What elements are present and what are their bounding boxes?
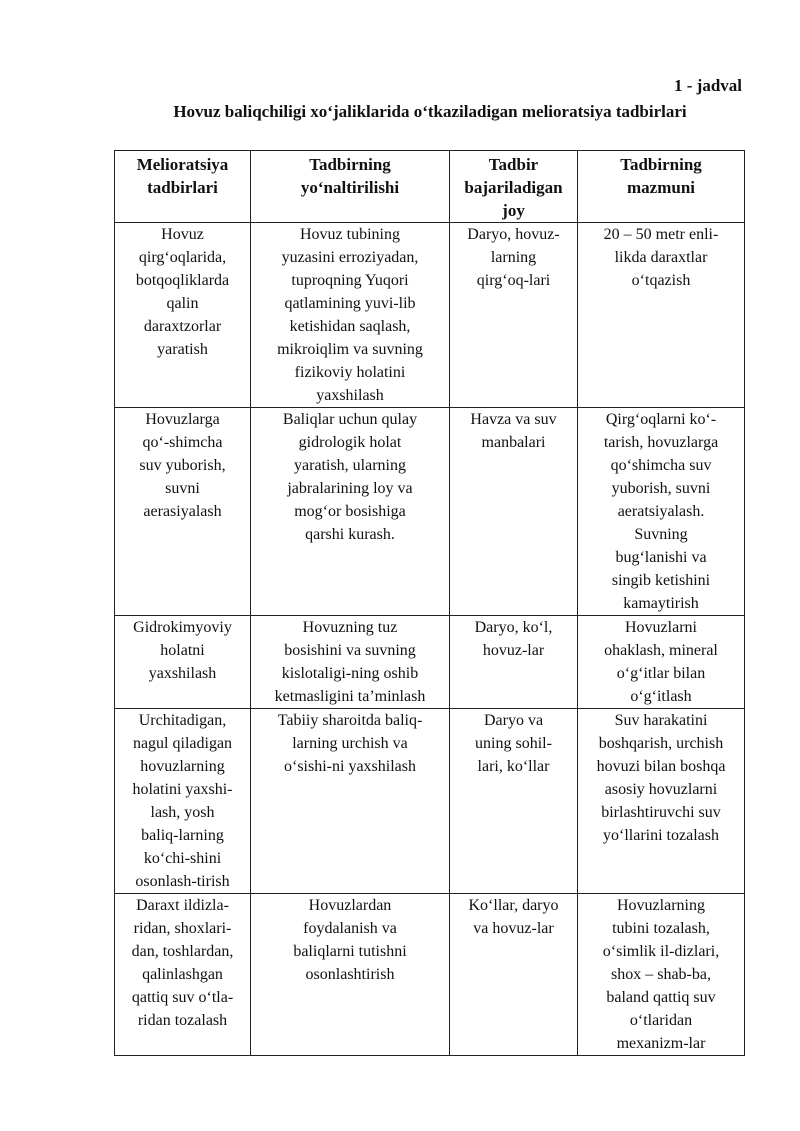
table-cell: Hovuzning tuz bosishini va suvning kislotaligi-ning oshib ketmasligini ta’minlash (251, 616, 450, 709)
table-cell: Gidrokimyoviy holatni yaxshilash (115, 616, 251, 709)
table-cell: Urchitadigan, nagul qiladigan hovuzlarning holatini yaxshi- lash, yosh baliq-larning ko‘chi-shini osonlash-tirish (115, 709, 251, 894)
table-row (115, 223, 745, 408)
table-cell: Daryo va uning sohil- lari, ko‘llar (450, 709, 578, 894)
table-label: 1 - jadval (674, 76, 742, 95)
table-row (115, 894, 745, 1056)
header-cell: Tadbirning yo‘naltirilishi (251, 151, 450, 223)
table-cell: Suv harakatini boshqarish, urchish hovuzi bilan boshqa asosiy hovuzlarni birlashtiruvchi suv yo‘llarini tozalash (578, 709, 745, 894)
table-cell: Ko‘llar, daryo va hovuz-lar (450, 894, 578, 1056)
table-cell: Hovuzlardan foydalanish va baliqlarni tutishni osonlashtirish (251, 894, 450, 1056)
header-cell: Tadbirning mazmuni (578, 151, 745, 223)
table-cell: Qirg‘oqlarni ko‘- tarish, hovuzlarga qo‘shimcha suv yuborish, suvni aeratsiyalash. Suvning bug‘lanishi va singib ketishini kamaytirish (578, 408, 745, 616)
header-row (115, 151, 745, 223)
table-row (115, 709, 745, 894)
table-cell: Hovuz qirg‘oqlarida, botqoqliklarda qalin daraxtzorlar yaratish (115, 223, 251, 408)
table-cell: Hovuzlarning tubini tozalash, o‘simlik il-dizlari, shox – shab-ba, baland qattiq suv o‘tlaridan mexanizm-lar (578, 894, 745, 1056)
melioration-table (114, 150, 745, 1056)
table-row (115, 408, 745, 616)
table-cell: Hovuz tubining yuzasini erroziyadan, tuproqning Yuqori qatlamining yuvi-lib ketishidan saqlash, mikroiqlim va suvning fizikoviy holatini yaxshilash (251, 223, 450, 408)
table-title: Hovuz baliqchiligi xo‘jaliklarida o‘tkaziladigan melioratsiya tadbirlari (173, 102, 687, 121)
header-cell: Melioratsiya tadbirlari (115, 151, 251, 223)
table-cell: Daraxt ildizla- ridan, shoxlari- dan, toshlardan, qalinlashgan qattiq suv o‘tla- ridan tozalash (115, 894, 251, 1056)
table-cell: Daryo, ko‘l, hovuz-lar (450, 616, 578, 709)
header-cell: Tadbir bajariladigan joy (450, 151, 578, 223)
table-cell: Tabiiy sharoitda baliq- larning urchish va o‘sishi-ni yaxshilash (251, 709, 450, 894)
table-row (115, 616, 745, 709)
table-cell: 20 – 50 metr enli- likda daraxtlar o‘tqazish (578, 223, 745, 408)
table-cell: Hovuzlarni ohaklash, mineral o‘g‘itlar bilan o‘g‘itlash (578, 616, 745, 709)
table-cell: Havza va suv manbalari (450, 408, 578, 616)
table-cell: Daryo, hovuz- larning qirg‘oq-lari (450, 223, 578, 408)
table-cell: Hovuzlarga qo‘-shimcha suv yuborish, suvni aerasiyalash (115, 408, 251, 616)
table-cell: Baliqlar uchun qulay gidrologik holat yaratish, ularning jabralarining loy va mog‘or bosishiga qarshi kurash. (251, 408, 450, 616)
